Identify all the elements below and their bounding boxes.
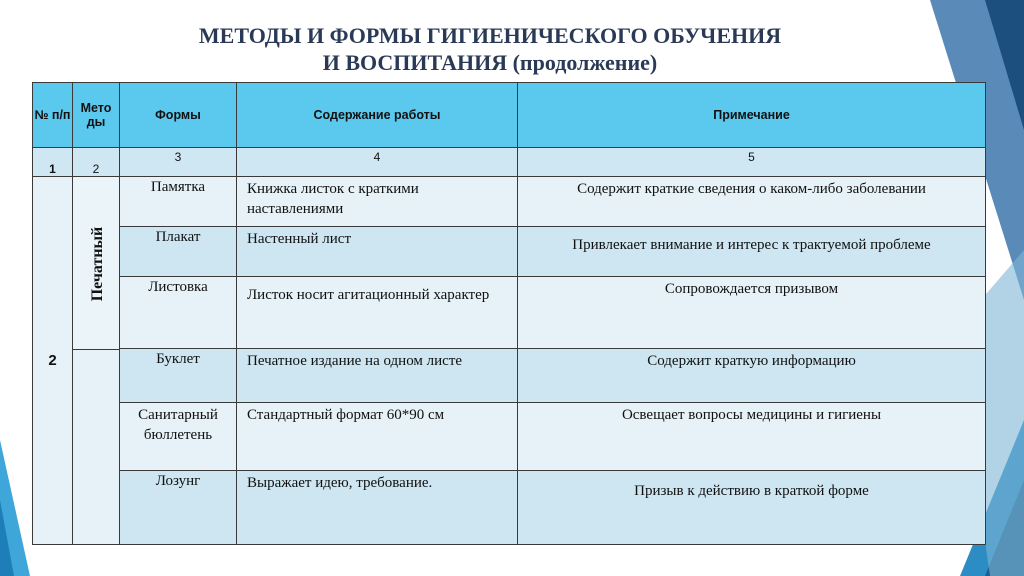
- form-cell: Плакат: [120, 227, 237, 277]
- form-cell: Санитарный бюллетень: [120, 403, 237, 471]
- content-cell: Выражает идею, требование.: [237, 471, 518, 545]
- table-row: [33, 403, 986, 471]
- column-number: 5: [518, 148, 986, 177]
- content-cell: Листок носит агитационный характер: [237, 277, 518, 349]
- title-line-2: И ВОСПИТАНИЯ (продолжение): [322, 50, 658, 75]
- row-number: 2: [33, 177, 73, 545]
- title-line-1: МЕТОДЫ И ФОРМЫ ГИГИЕНИЧЕСКОГО ОБУЧЕНИЯ: [198, 23, 782, 48]
- table-row: [33, 277, 986, 349]
- header-forms: Формы: [120, 83, 237, 148]
- content-cell: Книжка листок с краткими наставлениями: [237, 177, 518, 227]
- column-number: 4: [237, 148, 518, 177]
- form-cell: Лозунг: [120, 471, 237, 545]
- header-num: № п/п: [33, 83, 73, 148]
- table-row: [33, 177, 986, 227]
- note-cell: Содержит краткие сведения о каком-либо заболевании: [518, 177, 986, 227]
- header-content: Содержание работы: [237, 83, 518, 148]
- form-cell: Буклет: [120, 349, 237, 403]
- content-cell: Стандартный формат 60*90 см: [237, 403, 518, 471]
- methods-table: [32, 82, 986, 545]
- form-cell: Листовка: [120, 277, 237, 349]
- note-cell: Привлекает внимание и интерес к трактуемой проблеме: [518, 227, 986, 277]
- note-cell: Призыв к действию в краткой форме: [518, 471, 986, 545]
- column-number-row: [33, 148, 986, 177]
- page-title: [100, 22, 880, 76]
- table-header-row: [33, 83, 986, 148]
- column-number: 3: [120, 148, 237, 177]
- table-row: [33, 349, 986, 403]
- content-cell: Печатное издание на одном листе: [237, 349, 518, 403]
- content-cell: Настенный лист: [237, 227, 518, 277]
- note-cell: Освещает вопросы медицины и гигиены: [518, 403, 986, 471]
- method-cell-top: [73, 177, 119, 350]
- form-cell: Памятка: [120, 177, 237, 227]
- header-note: Примечание: [518, 83, 986, 148]
- method-label: Печатный: [89, 226, 106, 302]
- method-cell: [73, 177, 120, 545]
- table-row: [33, 227, 986, 277]
- note-cell: Содержит краткую информацию: [518, 349, 986, 403]
- table-row: [33, 471, 986, 545]
- column-number: 1: [33, 148, 73, 177]
- header-methods: Мето ды: [73, 83, 120, 148]
- note-cell: Сопровождается призывом: [518, 277, 986, 349]
- column-number: 2: [73, 148, 120, 177]
